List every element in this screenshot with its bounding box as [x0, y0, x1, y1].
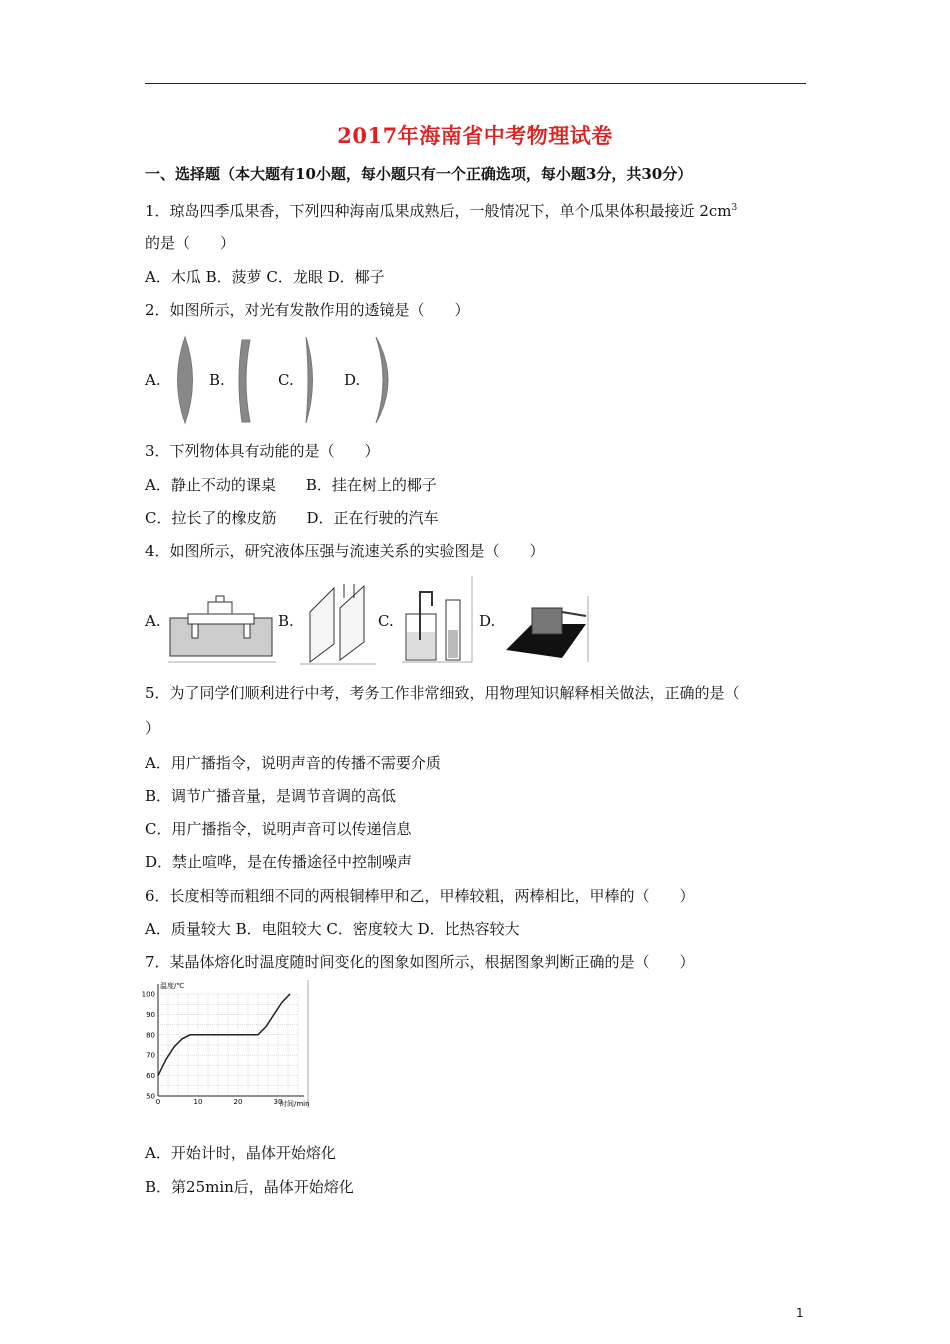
q2-label-c: C. — [278, 371, 294, 389]
q4-label-b: B. — [278, 612, 294, 630]
q7-option-b: B．第25min后，晶体开始熔化 — [145, 1178, 354, 1196]
q4-label-a: A. — [145, 612, 161, 630]
paper-blowing-icon — [300, 582, 376, 664]
y-tick-label: 50 — [146, 1092, 155, 1101]
q3-options-cd: C．拉长了的橡皮筋 D．正在行驶的汽车 — [145, 509, 439, 527]
q3-options-ab: A．静止不动的课桌 B．挂在树上的椰子 — [145, 476, 437, 494]
q2-label-b: B. — [209, 371, 225, 389]
section-heading: 一、选择题（本大题有10小题，每小题只有一个正确选项，每小题3分，共30分） — [145, 165, 693, 183]
x-tick-label: 10 — [193, 1098, 203, 1106]
page-title: 2017年海南省中考物理试卷 — [337, 123, 613, 148]
q1-stem-cont: 的是（ ） — [145, 234, 236, 252]
q1-stem — [145, 198, 737, 221]
y-tick-label: 100 — [141, 990, 155, 999]
q1-superscript: 3 — [731, 203, 738, 213]
x-tick-label: 0 — [155, 1098, 161, 1106]
y-tick-label: 80 — [146, 1031, 155, 1040]
melting-curve-chart — [140, 980, 312, 1112]
q2-label-a: A. — [145, 371, 161, 389]
q5-option-c: C．用广播指令，说明声音可以传递信息 — [145, 820, 412, 838]
q5-option-a: A．用广播指令，说明声音的传播不需要介质 — [145, 754, 441, 772]
nail-board-icon — [502, 596, 590, 664]
q3-stem: 3．下列物体具有动能的是（ ） — [145, 442, 380, 460]
q6-stem: 6．长度相等而粗细不同的两根铜棒甲和乙，甲棒较粗，两棒相比，甲棒的（ ） — [145, 887, 695, 905]
q5-option-b: B．调节广播音量，是调节音调的高低 — [145, 787, 397, 805]
q4-label-c: C. — [378, 612, 394, 630]
q4-label-d: D. — [479, 612, 496, 630]
meniscus-lens-icon — [370, 335, 400, 425]
q5-stem: 5．为了同学们顺利进行中考，考务工作非常细致，用物理知识解释相关做法，正确的是（ — [145, 684, 740, 702]
q2-label-d: D. — [344, 371, 361, 389]
convex-lens-icon — [170, 335, 200, 425]
q7-option-a: A．开始计时，晶体开始熔化 — [145, 1144, 336, 1162]
sponge-pressure-icon — [168, 596, 276, 664]
plano-convex-lens-icon — [302, 335, 322, 425]
x-axis-label: 时间/min — [280, 1100, 310, 1108]
header-rule — [145, 83, 806, 84]
q4-stem: 4．如图所示，研究液体压强与流速关系的实验图是（ ） — [145, 542, 545, 560]
pressure-gauge-icon — [402, 576, 474, 664]
y-tick-label: 70 — [146, 1051, 155, 1060]
concave-lens-icon — [236, 338, 266, 424]
q5-option-d: D．禁止喧哗，是在传播途径中控制噪声 — [145, 853, 413, 871]
q6-options: A．质量较大 B．电阻较大 C．密度较大 D．比热容较大 — [145, 920, 520, 938]
y-tick-label: 60 — [146, 1072, 155, 1081]
x-tick-label: 30 — [273, 1098, 283, 1106]
q5-stem-cont: ） — [145, 719, 161, 737]
x-tick-label: 20 — [233, 1098, 243, 1106]
y-axis-label: 温度/℃ — [160, 982, 185, 990]
chart-tick-labels — [142, 991, 283, 1107]
q1-options: A．木瓜 B．菠萝 C．龙眼 D．椰子 — [145, 268, 385, 286]
q2-stem: 2．如图所示，对光有发散作用的透镜是（ ） — [145, 301, 470, 319]
y-tick-label: 90 — [146, 1010, 155, 1019]
page-number: 1 — [796, 1306, 804, 1320]
q7-stem: 7．某晶体熔化时温度随时间变化的图象如图所示，根据图象判断正确的是（ ） — [145, 953, 695, 971]
q1-stem-text: 1．琼岛四季瓜果香，下列四种海南瓜果成熟后，一般情况下，单个瓜果体积最接近 2cm — [145, 202, 732, 220]
